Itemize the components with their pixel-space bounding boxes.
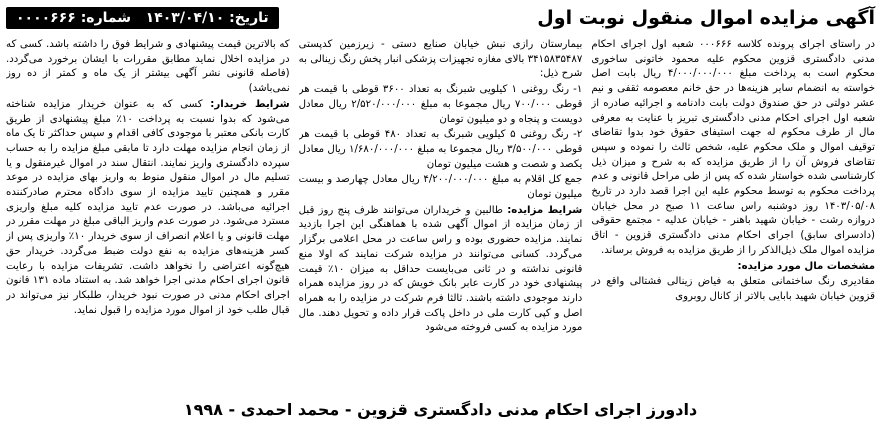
total-paragraph: جمع کل اقلام به مبلغ ۴/۲۰۰/۰۰۰/۰۰۰ ریال معادل چهارصد و بیست میلیون تومان <box>298 174 583 201</box>
column-middle <box>299 38 583 398</box>
column-left <box>6 38 290 398</box>
spec-heading: مشخصات مال مورد مزایده: <box>737 260 875 272</box>
notice-signature: دادورز اجرای احکام مدنی دادگستری قزوین - محمد احمدی - ۱۹۹۸ <box>183 400 698 419</box>
intro-paragraph: در راستای اجرای پرونده کلاسه ۰۰۰۶۶۶ شعبه اول اجرای احکام مدنی دادگستری قزوین محکوم علیه محمود خاتونی ساخوری محکوم است به پرداخت مبلغ ۴/۰۰۰/۰۰۰/۰۰۰ ریال بابت اصل خواسته به انضمام سایر هزینه‌ها در حق خانم معصومه ثقفی و نیم عشر دولتی در حق صندوق دولت بابت دادنامه و اجرائیه صادره از شعبه اول اجرای احکام مدنی دادگستری تبریز با عنایت به معرفی مال از طرف محکوم له جهت استیفای حقوق خود بدوا تقاضای توقیف اموال و ملک محکوم علیه، شخص ثالث را نموده و سپس تقاضای فروش آن را از طریق مزایده که به شرح و میزان ذیل کارشناسی شده خواستار شده که پس از طی مراحل قانونی و عدم پرداخت محکوم به توسط محکوم علیه این اجرا قصد دارد در تاریخ ۱۴۰۳/۰۵/۰۸ روز دوشنبه راس ساعت ۱۱ صبح در محل خیابان دروازه رشت - خیابان شهید باهنر - خیابان عدلیه - مجتمع حقوقی (دادسرای سابق) اجرای احکام مدنی دادگستری قزوین - اتاق مزایده اموال ملک ذیل‌الذکر را از طریق مزایده به فروش برساند. <box>591 39 875 256</box>
spec-paragraph: مقادیری رنگ ساختمانی متعلق به فیاض زینالی فشتالی واقع در قزوین خیابان شهید بابایی بالاتر از کانال روبروی <box>591 276 875 302</box>
buyer-paragraph <box>6 98 290 319</box>
buyer-label: شرایط خریدار: <box>210 98 290 110</box>
column-right <box>591 38 875 398</box>
conditions-label: شرایط مزایده: <box>507 204 583 216</box>
notice-title: آگهی مزایده اموال منقول نوبت اول <box>537 7 875 29</box>
notice-meta <box>6 7 279 29</box>
buyer-text: کسی که به عنوان خریدار مزایده شناخته می‌شود که بدوا نسبت به پرداخت ۱۰٪ مبلغ پیشنهادی از طریق کارت بانکی معتبر با موجودی کافی اقدام و سپس حداکثر تا یک ماه از زمان انجام مزایده مهلت دارد تا مابقی مبلغ مزایده را به حساب سپرده دادگستری واریز نمایند. انتقال سند در اموال غیرمنقول و یا تسلیم مال در اموال منقول منوط به واریز بهای مزایده در موعد مقرر و همچنین تایید مزایده از سوی دادگاه محترم صادرکننده اجرائیه می‌باشد. در صورت عدم تایید مزایده کلیه مبلغ واریزی مسترد می‌شود. در صورت عدم واریز الباقی مبلغ در مهلت مقرر در مهلت قانونی و یا اعلام انصراف از سوی خریدار ۱۰٪ واریزی پس از کسر هزینه‌های مزایده به نفع دولت ضبط می‌گردد. خریدار حق هیچ‌گونه اعتراضی را نخواهد داشت. تشریفات مزایده با رعایت قانون اجرای احکام مدنی اجرا خواهد شد. به استناد ماده ۱۳۱ قانون اجرای احکام مدنی در صورت نبود خریدار، طلبکار نیز می‌تواند در قبال طلب خود از اموال مورد مزایده را قبول نماید. <box>5 98 290 316</box>
notice-header <box>6 3 875 33</box>
conditions-text: طالبین و خریداران می‌توانند ظرف پنج روز قبل از زمان مزایده از اموال آگهی شده با هماهنگی این اجرا بازدید نمایند. مزایده حضوری بوده و راس ساعت در محل اعلامی برگزار می‌گردد. کسانی می‌توانند در مزایده شرکت نمایند که اولا منع قانونی نداشته و در ثانی می‌بایست حداقل به میزان ۱۰٪ قیمت پیشنهادی خود در کارت عابر بانک خویش که در روز مزایده همراه دارند موجودی داشته باشند. ثالثا فرم شرکت در مزایده را به همراه اصل و کپی کارت ملی در داخل پاکت قرار داده و تحویل دهند. مال مورد مزایده به کسی فروخته می‌شود <box>298 204 583 334</box>
conditions-paragraph <box>299 204 583 336</box>
notice-number: شماره: ۰۰۰۰۶۶۶ <box>16 10 132 26</box>
item-2: ۲- رنگ روغنی ۵ کیلویی شبرنگ به تعداد ۴۸۰ قوطی با قیمت هر قوطی ۳/۵۰۰/۰۰۰ ریال مجموعا به مبلغ ۱/۶۸۰/۰۰۰/۰۰۰ ریال معادل یکصد و شصت و هشت میلیون تومان <box>298 129 583 170</box>
notice-date: تاریخ: ۱۴۰۳/۰۴/۱۰ <box>145 10 269 26</box>
notice-body <box>6 38 875 398</box>
item-1: ۱- رنگ روغنی ۱ کیلویی شبرنگ به تعداد ۳۶۰۰ قوطی با قیمت هر قوطی ۷۰۰/۰۰۰ ریال مجموعا به مبلغ ۲/۵۲۰/۰۰۰/۰۰۰ ریال معادل دویست و پنجاه و دو میلیون تومان <box>298 84 583 125</box>
continuation-paragraph: که بالاترین قیمت پیشنهادی و شرایط فوق را داشته باشد. کسی که در مزایده اخلال نماید مطابق مقررات با ایشان برخورد می‌گردد. (فاصله قانونی نشر آگهی بیشتر از یک ماه و کمتر از ده روز نمی‌باشد) <box>5 39 290 95</box>
address-paragraph: بیمارستان رازی نبش خیابان صنایع دستی - زیرزمین کدپستی ۳۴۱۵۸۳۵۴۸۷ بالای مغازه تجهیزات پزشکی انبار پخش رنگ زینالی به شرح ذیل: <box>298 39 583 80</box>
